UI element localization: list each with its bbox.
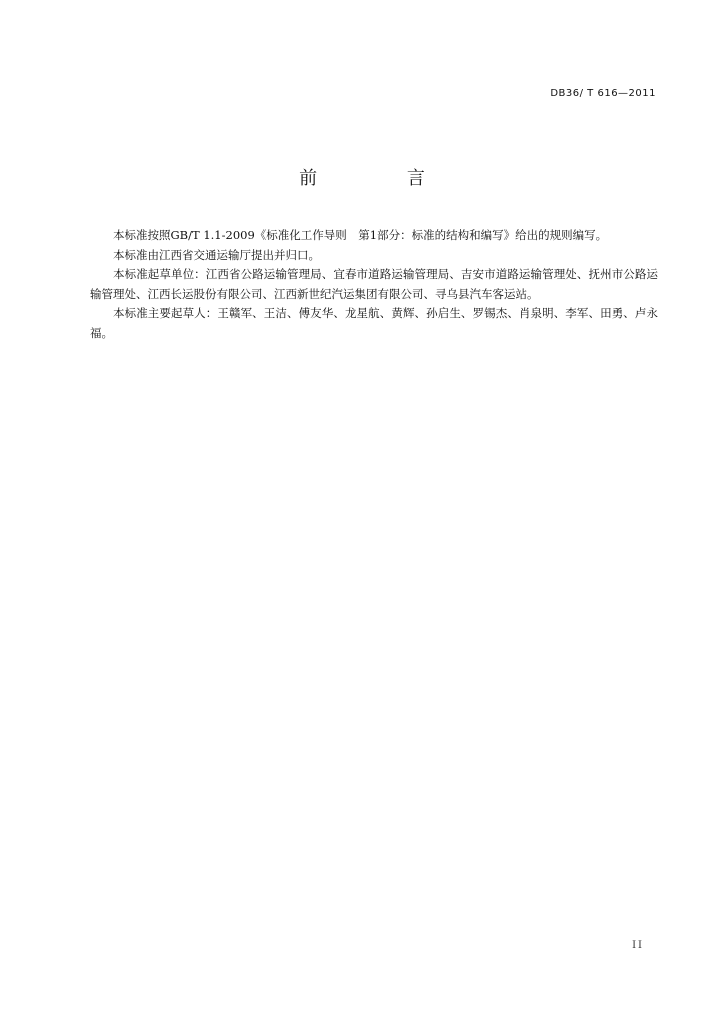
page-number: II bbox=[632, 940, 644, 951]
paragraph-proposer: 本标准由江西省交通运输厅提出并归口。 bbox=[113, 247, 320, 262]
standard-code: DB36/ T 616—2011 bbox=[550, 88, 656, 99]
paragraph-drafters: 本标准主要起草人：王赣军、王洁、傅友华、龙星航、黄辉、孙启生、罗锡杰、肖泉明、李军、田勇、卢永福。 bbox=[90, 306, 658, 340]
preface-body bbox=[90, 226, 658, 343]
paragraph-drafting-rules: 本标准按照GB/T 1.1-2009《标准化工作导则 第1部分：标准的结构和编写》给出的规则编写。 bbox=[113, 228, 608, 242]
paragraph-drafting-units: 本标准起草单位：江西省公路运输管理局、宜春市道路运输管理局、吉安市道路运输管理处、抚州市公路运输管理处、江西长运股份有限公司、江西新世纪汽运集团有限公司、寻乌县汽车客运站。 bbox=[90, 267, 658, 301]
page-title: 前 言 bbox=[299, 168, 467, 189]
